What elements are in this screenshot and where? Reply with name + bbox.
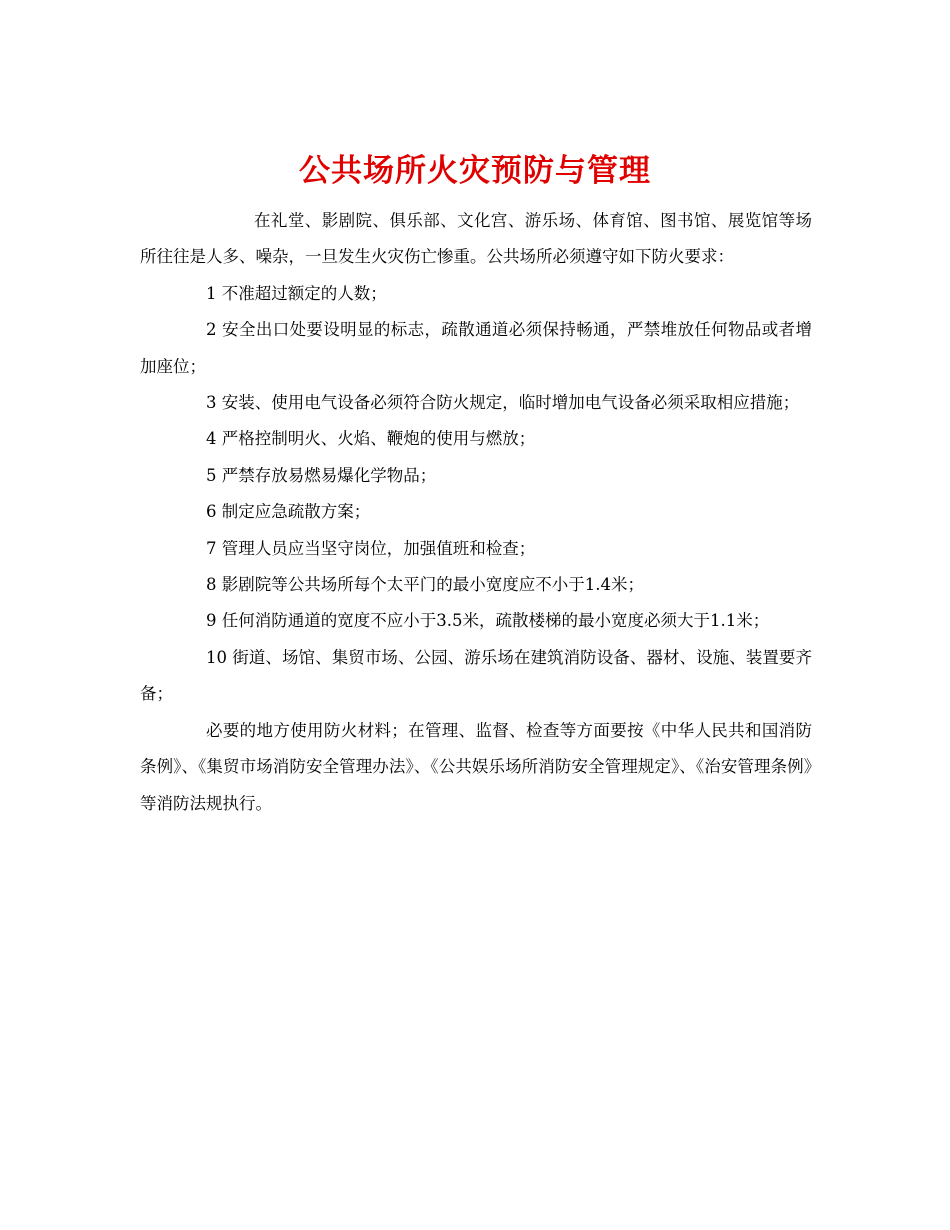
requirement-item-7: 7 管理人员应当坚守岗位，加强值班和检查； xyxy=(206,538,536,558)
requirement-item-3: 3 安装、使用电气设备必须符合防火规定，临时增加电气设备必须采取相应措施； xyxy=(206,393,800,413)
requirement-item-4: 4 严格控制明火、火焰、鞭炮的使用与燃放； xyxy=(206,429,536,449)
intro-paragraph: 在礼堂、影剧院、俱乐部、文化宫、游乐场、体育馆、图书馆、展览馆等场所往往是人多、噪杂，一旦发生火灾伤亡惨重。公共场所必须遵守如下防火要求： xyxy=(140,211,812,267)
requirement-item-2: 2 安全出口处要设明显的标志，疏散通道必须保持畅通，严禁堆放任何物品或者增加座位； xyxy=(140,320,812,376)
requirement-item-1: 1 不准超过额定的人数； xyxy=(206,283,387,303)
requirement-item-5: 5 严禁存放易燃易爆化学物品； xyxy=(206,465,437,485)
document-title: 公共场所火灾预防与管理 xyxy=(299,152,651,189)
document-body xyxy=(140,203,812,822)
requirement-item-9: 9 任何消防通道的宽度不应小于3.5米，疏散楼梯的最小宽度必须大于1.1米； xyxy=(206,611,770,631)
closing-paragraph: 必要的地方使用防火材料；在管理、监督、检查等方面要按《中华人民共和国消防条例》、《集贸市场消防安全管理办法》、《公共娱乐场所消防安全管理规定》、《治安管理条例》等消防法规执行。 xyxy=(140,720,812,813)
requirement-item-10: 10 街道、场馆、集贸市场、公园、游乐场在建筑消防设备、器材、设施、装置要齐备； xyxy=(140,647,812,704)
requirement-item-8: 8 影剧院等公共场所每个太平门的最小宽度应不小于1.4米； xyxy=(206,575,644,595)
requirement-item-6: 6 制定应急疏散方案； xyxy=(206,502,371,522)
